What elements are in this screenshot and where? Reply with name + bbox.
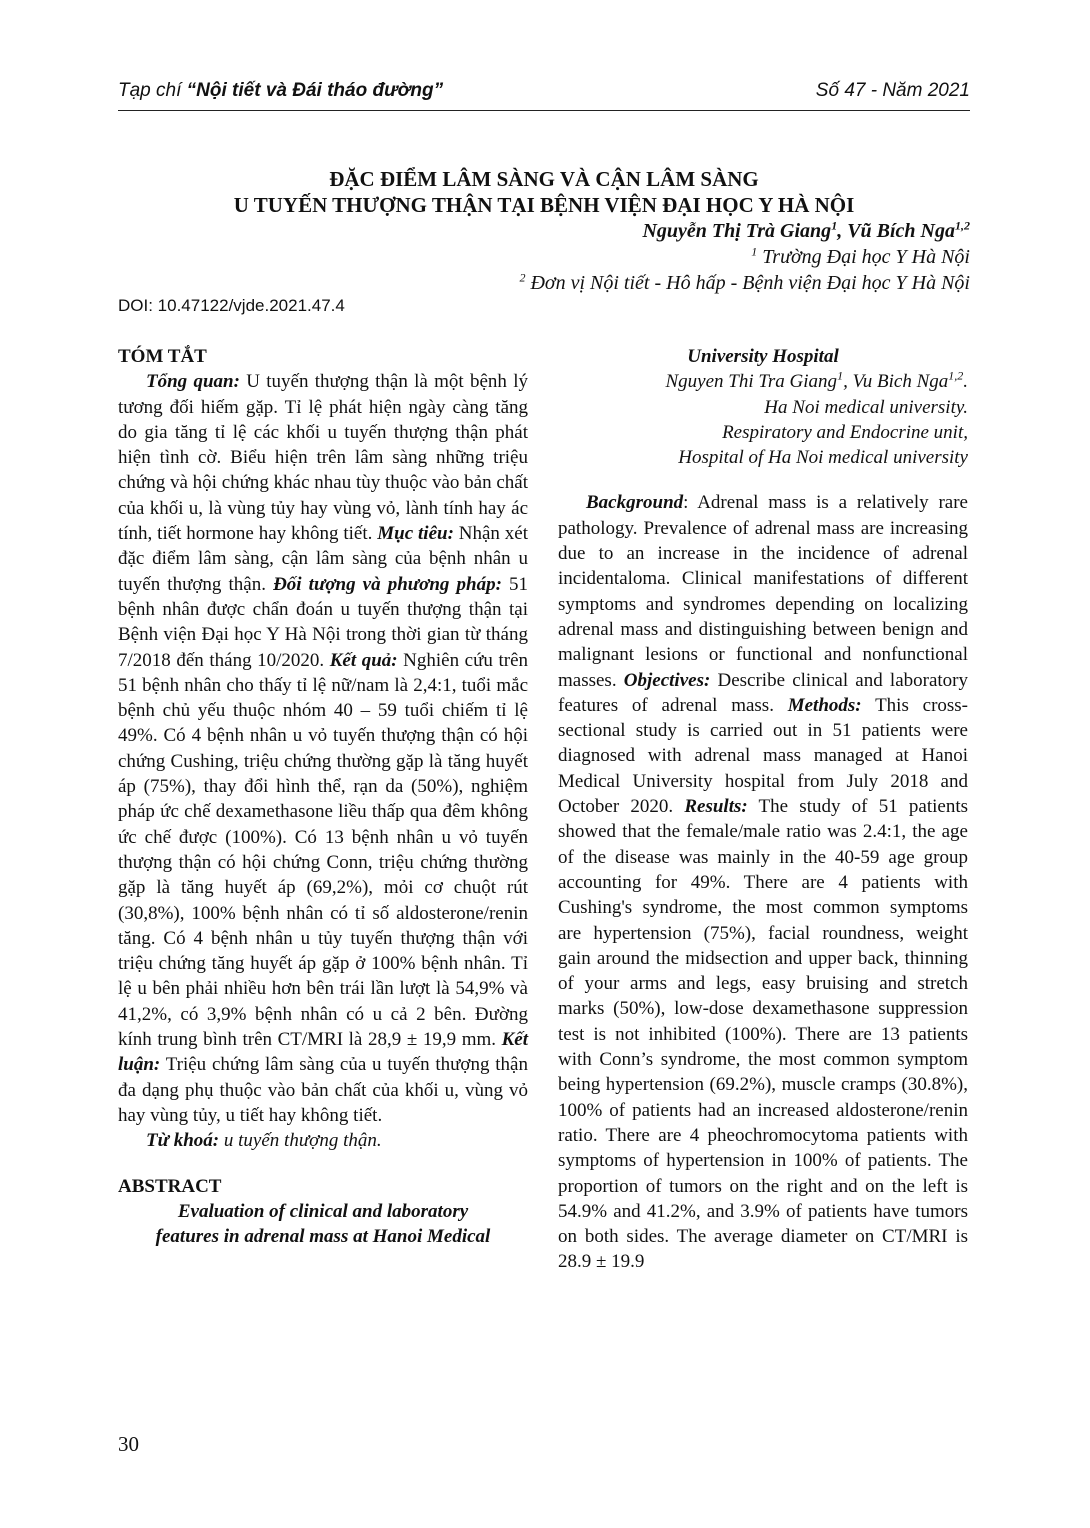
affiliation-1: $^1$ Trường Đại học Y Hà Nội — [751, 244, 970, 268]
summary-heading: TÓM TẮT — [118, 346, 207, 367]
journal-name: “Nội tiết và Đái tháo đường” — [186, 80, 444, 101]
abstract-affiliation-2: Respiratory and Endocrine unit, — [722, 421, 968, 443]
summary-body: Tổng quan: U tuyến thượng thận là một bệnh lý tương đối hiếm gặp. Tỉ lệ phát hiện ngày càng tăng do gia tăng tỉ lệ các khối u tuyến thượng thận phát hiện tình cờ. Biểu hiện trên lâm sàng những triệu chứng và hội chứng khác nhau tùy thuộc vào bản chất của khối u, là vùng tủy hay vùng vỏ, lành tính hay ác tính, tiết hormone hay không tiết. Mục tiêu: Nhận xét đặc điểm lâm sàng, cận lâm sàng của bệnh nhân u tuyến thượng thận. Đối tượng và phương pháp: 51 bệnh nhân được chẩn đoán u tuyến thượng thận tại Bệnh viện Đại học Y Hà Nội trong thời gian từ tháng 7/2018 đến tháng 10/2020. Kết quả: Nghiên cứu trên 51 bệnh nhân cho thấy tỉ lệ nữ/nam là 2,4:1, tuổi mắc bệnh chủ yếu thuộc nhóm 40 – 59 tuổi chiếm tỉ lệ 49%. Có 4 bệnh nhân u vỏ tuyến thượng thận có hội chứng Cushing, triệu chứng thường gặp là tăng huyết áp (75%), thay đổi hình thể, rạn da (50%), nghiệm pháp ức chế dexamethasone liều thấp qua đêm không ức chế được (100%). Có 13 bệnh nhân u vỏ tuyến thượng thận có hội chứng Conn, triệu chứng thường gặp là tăng huyết áp (69,2%), mỏi cơ chuột rút (30,8%), 100% bệnh nhân có tỉ số aldosterone/renin tăng. Có 4 bệnh nhân u tủy tuyến thượng thận với triệu chứng tăng huyết áp gặp ở 100% bệnh nhân. Tỉ lệ u bên phải nhiều hơn bên trái lần lượt là 54,9% và 41,2%, có 3,9% bệnh nhân có u cả 2 bên. Đường kính trung bình trên CT/MRI là 28,9 ± 19,9 mm. Kết luận: Triệu chứng lâm sàng của u tuyến thượng thận đa dạng phụ thuộc vào bản chất của khối u, vùng vỏ hay vùng tủy, u tiết hay không tiết. — [118, 371, 529, 1126]
title-line-2: U TUYẾN THƯỢNG THẬN TẠI BỆNH VIỆN ĐẠI HỌC Y HÀ NỘI — [233, 193, 855, 217]
abstract-body: Background: Adrenal mass is a relatively rare pathology. Prevalence of adrenal mass are increasing due to an increase in the incidence of adrenal incidentaloma. Clinical manifestations of different symptoms and syndromes depending on localizing adrenal mass and distinguishing between benign and malignant lesions or functional and nonfunctional masses. Objectives: Describe clinical and laboratory features of adrenal mass. Methods: This cross-sectional study is carried out in 51 patients were diagnosed with adrenal mass managed at Hanoi Medical University hospital from July 2018 and October 2020. Results: The study of 51 patients showed that the female/male ratio was 2.4:1, the age of the disease was mainly in the 40-59 age group accounting for 49%. There are 4 patients with Cushing's syndrome, the most common symptoms are hypertension (75%), facial roundness, weight gain around the midsection and upper back, thinning of your arms and legs, easy bruising and stretch marks (50%), low-dose dexamethasone suppression test is not inhibited (100%). There are 13 patients with Conn’s syndrome, the most common symptom being hypertension (69.2%), muscle cramps (30.8%), 100% of patients had an increased aldosterone/renin ratio. There are 4 pheochromocytoma patients with symptoms of hypertension in 100% of patients. The proportion of tumors on the right and on the left is 54.9% and 41.2%, and 3.9% of patients have tumors on both sides. The average diameter on CT/MRI is 28.9 ± 19.9 — [558, 492, 969, 1273]
abstract-authors: Nguyen Thi Tra Giang$^1$, Vu Bich Nga$^{1,2}$. — [665, 368, 968, 393]
abstract-title-line-3: University Hospital — [687, 346, 839, 367]
author-block — [519, 218, 970, 296]
abstract-affiliation-3: Hospital of Ha Noi medical university — [678, 447, 968, 469]
affiliation-2: $^2$ Đơn vị Nội tiết - Hô hấp - Bệnh viện Đại học Y Hà Nội — [519, 270, 970, 294]
journal-title: Tạp chí “Nội tiết và Đái tháo đường” — [118, 80, 444, 101]
abstract-affiliation-1: Ha Noi medical university. — [764, 396, 968, 418]
issue-label: Số 47 - Năm 2021 — [815, 80, 970, 101]
doi-link[interactable]: DOI: 10.47122/vjde.2021.47.4 — [118, 296, 345, 315]
keywords: Từ khoá: u tuyến thượng thận. — [146, 1130, 382, 1152]
header-rule — [118, 110, 970, 111]
article-title — [118, 166, 970, 218]
right-column — [558, 344, 968, 1275]
running-header — [118, 80, 970, 110]
abstract-title-line-2: features in adrenal mass at Hanoi Medical — [155, 1226, 491, 1248]
abstract-heading: ABSTRACT — [118, 1175, 222, 1197]
spacer — [558, 470, 968, 490]
title-line-1: ĐẶC ĐIỂM LÂM SÀNG VÀ CẬN LÂM SÀNG — [329, 167, 759, 191]
spacer — [118, 1154, 528, 1174]
left-column — [118, 344, 528, 1249]
author-names: Nguyễn Thị Trà Giang$^1$, Vũ Bích Nga$^{1,2}$ — [642, 218, 970, 242]
abstract-title-line-1: Evaluation of clinical and laboratory — [177, 1200, 469, 1222]
page-number: 30 — [118, 1432, 139, 1456]
